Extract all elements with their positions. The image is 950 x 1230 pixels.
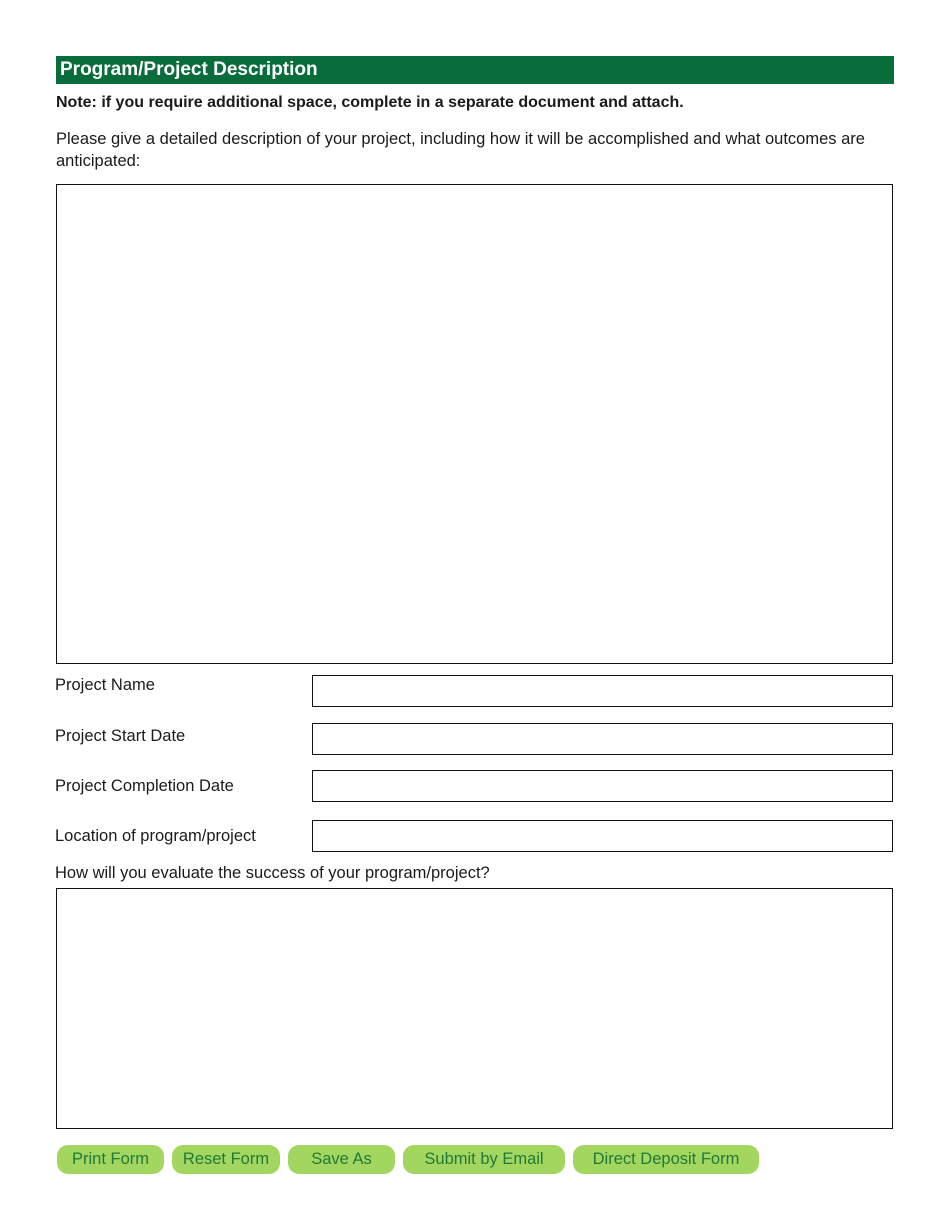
save-as-button[interactable]: Save As — [288, 1145, 395, 1174]
additional-space-note: Note: if you require additional space, complete in a separate document and attach. — [56, 94, 684, 111]
project-start-date-input[interactable] — [312, 723, 893, 755]
project-completion-date-label: Project Completion Date — [55, 777, 234, 795]
description-instructions: Please give a detailed description of your project, including how it will be accomplished and what outcomes are anticipated: — [56, 130, 865, 170]
project-location-input[interactable] — [312, 820, 893, 852]
project-completion-date-input[interactable] — [312, 770, 893, 802]
project-location-label: Location of program/project — [55, 827, 256, 845]
project-start-date-label: Project Start Date — [55, 727, 186, 745]
reset-form-button[interactable]: Reset Form — [172, 1145, 280, 1174]
section-header — [56, 56, 894, 84]
print-form-button[interactable]: Print Form — [57, 1145, 164, 1174]
evaluation-textarea[interactable] — [56, 888, 893, 1129]
submit-by-email-button[interactable]: Submit by Email — [403, 1145, 565, 1174]
project-name-label: Project Name — [55, 676, 155, 694]
project-description-textarea[interactable] — [56, 184, 893, 664]
project-name-input[interactable] — [312, 675, 893, 707]
section-title: Program/Project Description — [60, 59, 318, 80]
evaluation-question: How will you evaluate the success of your program/project? — [55, 864, 490, 882]
direct-deposit-form-button[interactable]: Direct Deposit Form — [573, 1145, 759, 1174]
